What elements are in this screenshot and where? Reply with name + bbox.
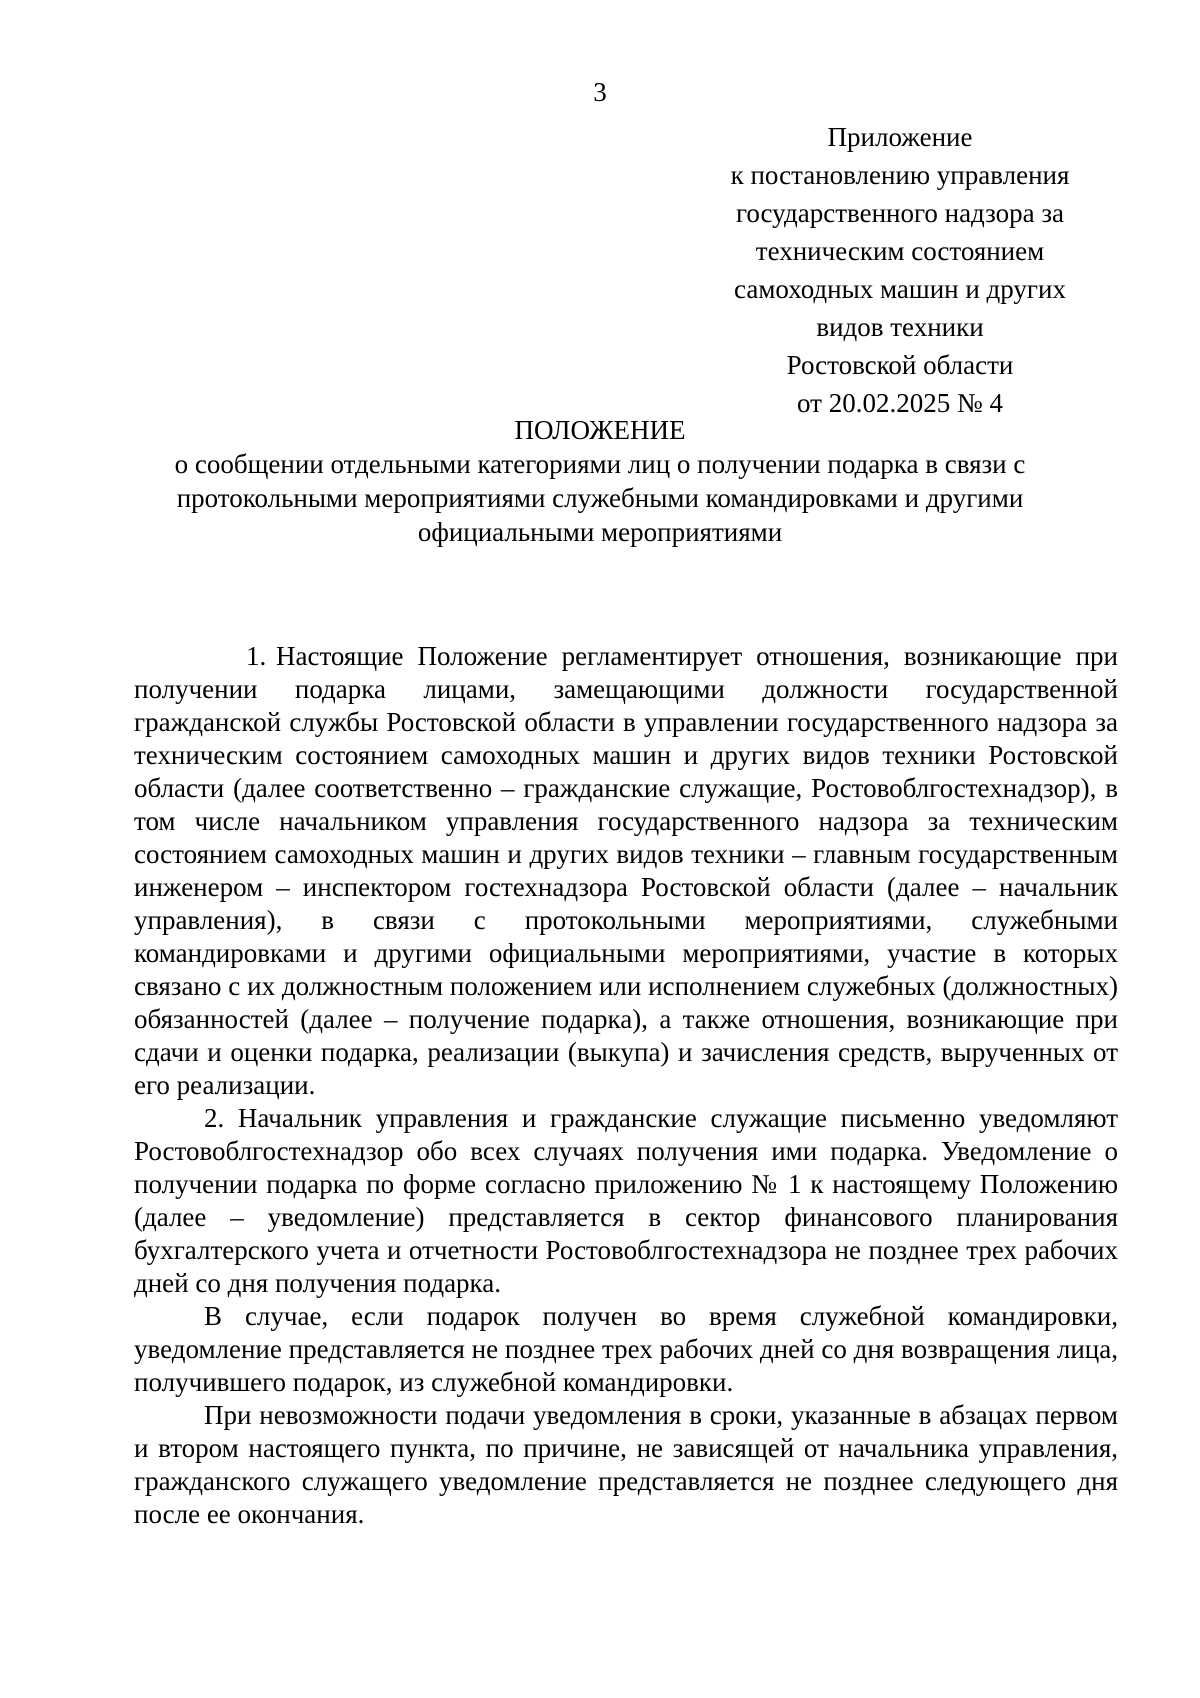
appendix-line: Ростовской области bbox=[786, 350, 1014, 380]
paragraph-impossibility: При невозможности подачи уведомления в сроки, указанные в абзацах первом и втором настоящего пункта, по причине, не зависящей от начальника управления, гражданского служащего уведомление представляется не позднее следующего дня после ее окончания. bbox=[134, 1400, 1118, 1529]
document-title-block bbox=[130, 413, 1070, 549]
appendix-date-line: от 20.02.2025 № 4 bbox=[797, 388, 1003, 418]
item-number: 1. bbox=[246, 641, 267, 671]
document-heading: ПОЛОЖЕНИЕ bbox=[514, 415, 686, 445]
appendix-line: техническим состоянием bbox=[755, 236, 1045, 266]
appendix-line: видов техники bbox=[816, 312, 984, 342]
document-body bbox=[134, 640, 1118, 1531]
paragraph-item-2: 2. Начальник управления и гражданские служащие письменно уведомляют Ростовоблгостехнадзор обо всех случаях получения ими подарка. Уведомление о получении подарка по форме согласно приложению № 1 к настоящему Положению (далее – уведомление) представляется в сектор финансового планирования бухгалтерского учета и отчетности Ростовоблгостехнадзора не позднее трех рабочих дней со дня получения подарка. bbox=[134, 1103, 1118, 1298]
paragraph-business-trip: В случае, если подарок получен во время служебной командировки, уведомление представляется не позднее трех рабочих дней со дня возвращения лица, получившего подарок, из служебной командировки. bbox=[134, 1301, 1118, 1397]
paragraph-text: Настоящие Положение регламентирует отношения, возникающие при получении подарка лицами, замещающими должности государственной гражданской службы Ростовской области в управлении государственного надзора за техническим состоянием самоходных машин и других видов техники Ростовской области (далее соответственно – гражданские служащие, Ростовоблгостехнадзор), в том числе начальником управления государственного надзора за техническим состоянием самоходных машин и других видов техники – главным государственным инженером – инспектором гостехнадзора Ростовской области (далее – начальник управления), в связи с протокольными мероприятиями, служебными командировками и другими официальными мероприятиями, участие в которых связано с их должностным положением или исполнением служебных (должностных) обязанностей (далее – получение подарка), а также отношения, возникающие при сдачи и оценки подарка, реализации (выкупа) и зачисления средств, вырученных от его реализации. bbox=[134, 641, 1118, 1100]
appendix-line: Приложение bbox=[827, 122, 973, 152]
appendix-line: самоходных машин и других bbox=[734, 274, 1066, 304]
appendix-line: к постановлению управления bbox=[730, 160, 1070, 190]
appendix-block bbox=[700, 118, 1100, 422]
appendix-line: государственного надзора за bbox=[735, 198, 1065, 228]
page-number: 3 bbox=[593, 77, 607, 107]
document-subtitle-line: о сообщении отдельными категориями лиц о получении подарка в связи с bbox=[174, 449, 1026, 479]
document-subtitle-line: протокольными мероприятиями служебными командировками и другими bbox=[176, 483, 1024, 513]
paragraph-item-1 bbox=[134, 640, 1118, 1102]
document-subtitle-line: официальными мероприятиями bbox=[417, 517, 783, 547]
